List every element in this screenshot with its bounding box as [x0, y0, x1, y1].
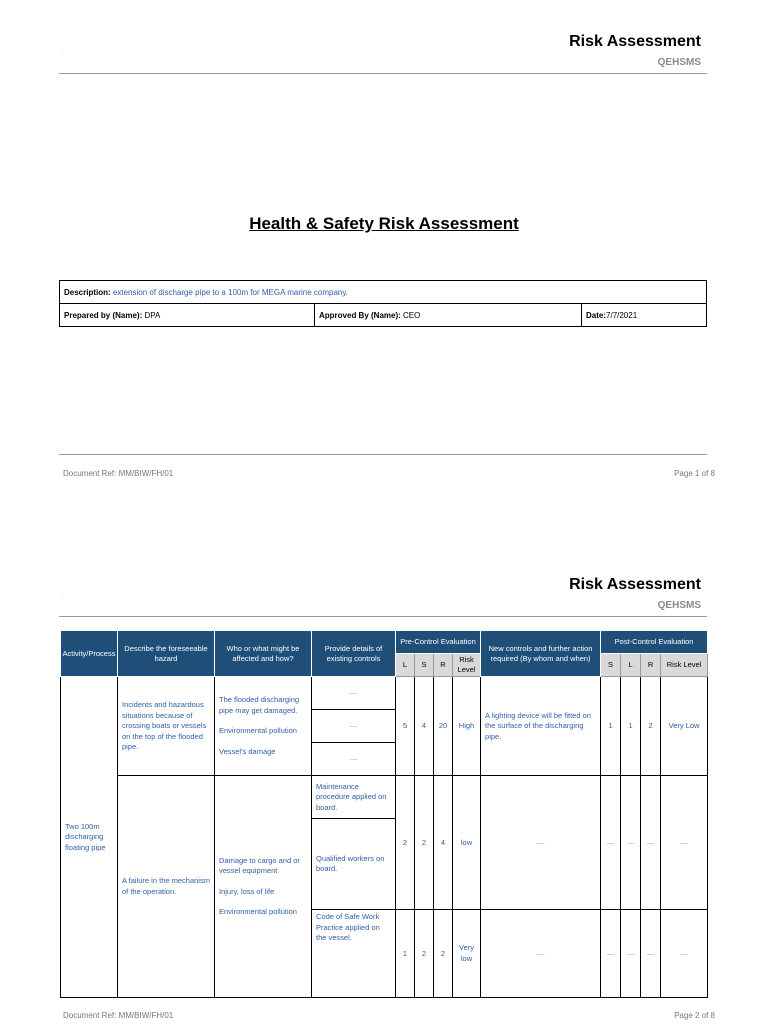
approved-value: CEO — [403, 310, 421, 320]
col-hazard-header: Describe the foreseeable hazard — [118, 631, 215, 677]
who-cell — [215, 677, 312, 776]
header-title: Risk Assessment — [569, 576, 701, 593]
post-s-value: — — [601, 910, 621, 998]
post-r-value: — — [641, 776, 661, 910]
prepared-cell — [60, 304, 315, 327]
pre-s-value: 2 — [415, 776, 434, 910]
new-controls-cell: A lighting device will be fitted on the surface of the discharging pipe. — [481, 677, 601, 776]
pre-control-header: Pre-Control Evaluation — [396, 631, 481, 654]
control-cell: — — [312, 677, 396, 710]
approved-label: Approved By (Name): — [319, 310, 401, 320]
who-item: Environmental pollution — [219, 907, 297, 917]
info-table — [59, 280, 707, 327]
header-dot: . — [62, 594, 64, 600]
pre-risk-value: High — [453, 677, 481, 776]
post-risk-header: Risk Level — [661, 654, 708, 677]
post-l-value: — — [621, 776, 641, 910]
who-cell — [215, 776, 312, 998]
pre-l-header: L — [396, 654, 415, 677]
post-control-header: Post-Control Evaluation — [601, 631, 708, 654]
description-label: Description: — [64, 287, 111, 297]
header-subtitle: QEHSMS — [657, 600, 701, 611]
footer-page-number: Page 1 of 8 — [674, 469, 715, 478]
document-title: Health & Safety Risk Assessment — [249, 214, 519, 233]
control-cell: — — [312, 710, 396, 743]
hazard-cell: A failure in the mechanism of the operation. — [118, 776, 215, 998]
pre-risk-value: low — [453, 776, 481, 910]
approved-cell — [315, 304, 582, 327]
description-cell — [60, 281, 707, 304]
pre-s-value: 4 — [415, 677, 434, 776]
post-s-header: S — [601, 654, 621, 677]
pre-l-value: 2 — [396, 776, 415, 910]
footer-divider — [59, 454, 707, 455]
pre-risk-header: Risk Level — [453, 654, 481, 677]
pre-risk-value: Very low — [453, 910, 481, 998]
header-dot: . — [62, 50, 64, 56]
control-cell: Code of Safe Work Practice applied on the vessel. — [312, 910, 396, 998]
col-controls-header: Provide details of existing controls — [312, 631, 396, 677]
post-l-value: 1 — [621, 677, 641, 776]
col-who-header: Who or what might be affected and how? — [215, 631, 312, 677]
control-cell: Qualified workers on board. — [312, 819, 396, 910]
pre-s-value: 2 — [415, 910, 434, 998]
pre-s-header: S — [415, 654, 434, 677]
description-value: extension of discharge pipe to a 100m for MEGA marine company. — [112, 287, 348, 297]
post-risk-value: — — [661, 776, 708, 910]
post-l-header: L — [621, 654, 641, 677]
control-cell: Maintenance procedure applied on board. — [312, 776, 396, 819]
header-subtitle: QEHSMS — [657, 57, 701, 68]
col-new-controls-header: New controls and further action required (By whom and when) — [481, 631, 601, 677]
who-item: Injury, loss of life — [219, 886, 275, 896]
header-divider — [59, 616, 707, 617]
post-risk-value: — — [661, 910, 708, 998]
pre-r-header: R — [434, 654, 453, 677]
pre-l-value: 1 — [396, 910, 415, 998]
col-activity-header: Activity/Process — [61, 631, 118, 677]
post-r-value: 2 — [641, 677, 661, 776]
prepared-value: DPA — [144, 310, 161, 320]
new-controls-cell: — — [481, 776, 601, 910]
header-divider — [59, 73, 707, 74]
date-value: 7/7/2021 — [606, 310, 638, 320]
post-l-value: — — [621, 910, 641, 998]
hazard-cell: Incidents and hazardous situations because of crossing boats or vessels on the top of the flooded pipe. — [118, 677, 215, 776]
footer-doc-ref: Document Ref: MM/BIW/FH/01 — [63, 469, 174, 478]
activity-cell: Two 100m discharging floating pipe — [61, 677, 118, 998]
pre-r-value: 4 — [434, 776, 453, 910]
post-s-value: — — [601, 776, 621, 910]
post-r-value: — — [641, 910, 661, 998]
post-risk-value: Very Low — [661, 677, 708, 776]
pre-r-value: 20 — [434, 677, 453, 776]
post-r-header: R — [641, 654, 661, 677]
footer-doc-ref: Document Ref: MM/BIW/FH/01 — [63, 1011, 174, 1020]
new-controls-cell: — — [481, 910, 601, 998]
date-cell — [582, 304, 707, 327]
who-item: The flooded discharging pipe may get damaged. — [219, 695, 300, 715]
who-item: Damage to cargo and or vessel equipment — [219, 855, 300, 876]
risk-table — [60, 630, 708, 998]
header-title: Risk Assessment — [569, 33, 701, 50]
control-cell: — — [312, 743, 396, 776]
footer-page-number: Page 2 of 8 — [674, 1011, 715, 1020]
who-item: Environmental pollution — [219, 726, 297, 736]
who-item: Vessel's damage — [219, 746, 276, 756]
pre-l-value: 5 — [396, 677, 415, 776]
prepared-label: Prepared by (Name): — [64, 310, 143, 320]
date-label: Date: — [586, 310, 607, 320]
post-s-value: 1 — [601, 677, 621, 776]
pre-r-value: 2 — [434, 910, 453, 998]
